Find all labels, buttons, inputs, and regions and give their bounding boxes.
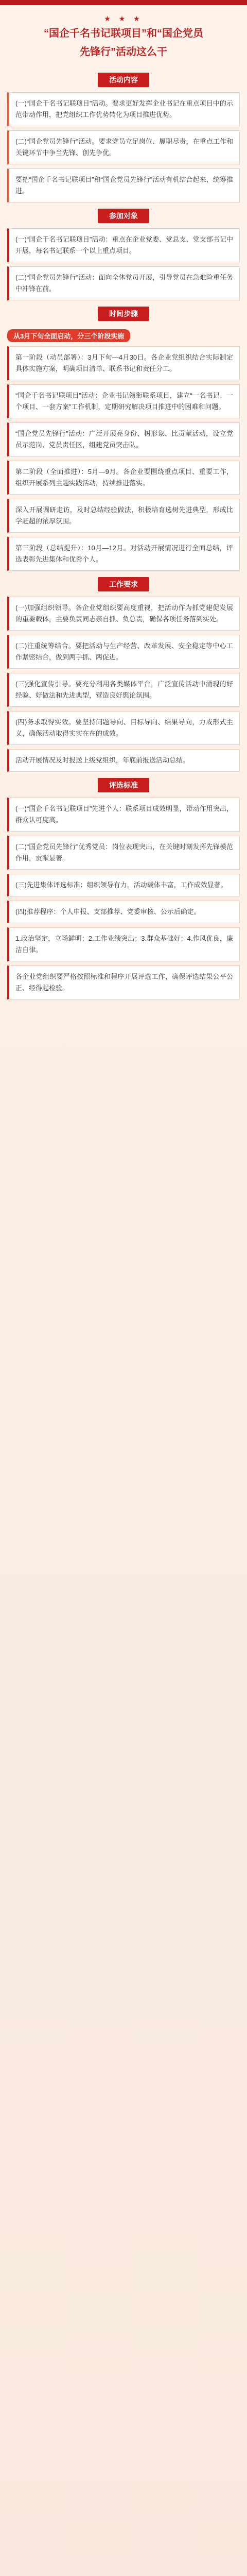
section-participants	[7, 209, 240, 300]
goals-card: (二)“国企党员先锋行”活动。要求党员立足岗位、履职尽责，在重点工作和关键环节中争当先锋、创先争优。	[7, 130, 240, 164]
title-line-2: 先锋行”活动这么干	[80, 46, 167, 58]
article-header	[0, 5, 247, 67]
requirement-card: (二)注重统筹结合。要把活动与生产经营、改革发展、安全稳定等中心工作紧密结合，做到两手抓、两促进。	[7, 635, 240, 669]
section-timing	[7, 307, 240, 571]
section-title-requirements: 工作要求	[98, 577, 149, 591]
goals-card: 要把“国企千名书记联项目”和“国企党员先锋行”活动有机结合起来，统筹推进。	[7, 168, 240, 202]
section-requirements	[7, 577, 240, 772]
timing-card: “国企党员先锋行”活动：广泛开展亮身份、树形象、比贡献活动，设立党员示范岗、党员责任区，组建党员突击队。	[7, 422, 240, 456]
timing-card: 第三阶段（总结提升）：10月—12月。对活动开展情况进行全面总结，评选表彰先进集体和优秀个人。	[7, 537, 240, 571]
timing-card: “国企千名书记联项目”活动：企业书记领衔联系项目，建立“一名书记、一个项目、一套方案”工作机制，定期研究解决项目推进中的困难和问题。	[7, 384, 240, 418]
timing-card: 第二阶段（全面推进）：5月—9月。各企业要围绕重点项目、重要工作，组织开展系列主题实践活动，持续推进落实。	[7, 461, 240, 495]
evaluation-card: (二)“国企党员先锋行”优秀党员：岗位表现突出，在关键时刻发挥先锋模范作用，贡献显著。	[7, 836, 240, 870]
goals-card: (一)“国企千名书记联项目”活动。要求更好发挥企业书记在重点项目中的示范带动作用，把党组织工作优势转化为项目推进优势。	[7, 92, 240, 126]
requirement-card: (四)务求取得实效。要坚持问题导向、目标导向、结果导向，力戒形式主义，确保活动取得实实在在的成效。	[7, 711, 240, 745]
title-line-1: “国企千名书记联项目”和“国企党员	[44, 28, 203, 39]
section-title-timing: 时间步骤	[98, 307, 149, 321]
decor-stars: ★ ★ ★	[104, 14, 143, 23]
participants-card: (二)“国企党员先锋行”活动：面向全体党员开展，引导党员在急难险重任务中冲锋在前。	[7, 266, 240, 300]
timing-card: 深入开展调研走访，及时总结经验做法，积极培育选树先进典型，形成比学赶超的浓厚氛围。	[7, 499, 240, 533]
participants-card: (一)“国企千名书记联项目”活动：重点在企业党委、党总支、党支部书记中开展，每名书记联系一个以上重点项目。	[7, 228, 240, 262]
timing-card: 第一阶段（动员部署）：3月下旬—4月30日。各企业党组织结合实际制定具体实施方案，明确项目清单、联系书记和责任分工。	[7, 346, 240, 380]
section-evaluation	[7, 778, 240, 999]
evaluation-card: 1.政治坚定，立场鲜明；2.工作业绩突出；3.群众基础好；4.作风优良，廉洁自律。	[7, 927, 240, 961]
requirement-card: (一)加强组织领导。各企业党组织要高度重视，把活动作为抓党建促发展的重要载体，主要负责同志亲自抓、负总责，确保各项任务落到实处。	[7, 597, 240, 631]
section-title-participants: 参加对象	[98, 209, 149, 223]
timing-headline: 从3月下旬全面启动，分三个阶段实施	[7, 329, 130, 342]
evaluation-card: 各企业党组织要严格按照标准和程序开展评选工作，确保评选结果公平公正、经得起检验。	[7, 965, 240, 999]
section-title-goals: 活动内容	[98, 73, 149, 87]
requirement-card: (三)强化宣传引导。要充分利用各类媒体平台，广泛宣传活动中涌现的好经验、好做法和先进典型，营造良好舆论氛围。	[7, 673, 240, 707]
section-title-evaluation: 评选标准	[98, 778, 149, 792]
goals-list	[7, 92, 240, 202]
section-goals	[7, 73, 240, 202]
requirement-card: 活动开展情况及时报送上级党组织，年底前报送活动总结。	[7, 749, 240, 772]
evaluation-card: (三)先进集体评选标准：组织领导有力，活动载体丰富，工作成效显著。	[7, 874, 240, 896]
top-band	[0, 0, 247, 5]
evaluation-card: (四)推荐程序：个人申报、支部推荐、党委审核、公示后确定。	[7, 901, 240, 923]
evaluation-card: (一)“国企千名书记联项目”先进个人：联系项目成效明显，带动作用突出，群众认可度高。	[7, 798, 240, 832]
